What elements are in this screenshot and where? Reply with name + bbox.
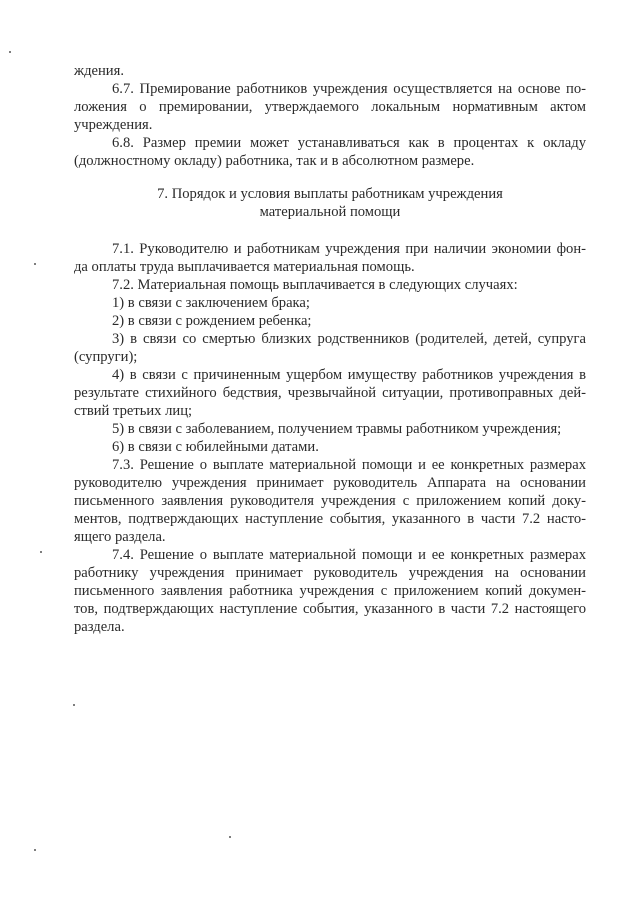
text-line: (супруги); bbox=[74, 349, 138, 365]
scan-speck bbox=[229, 836, 231, 838]
scan-speck bbox=[40, 551, 42, 553]
text-line: письменного заявления руководителя учреждения с приложением копий доку- bbox=[74, 493, 586, 509]
list-item: 6) в связи с юбилейными датами. bbox=[112, 439, 319, 455]
text-line: 7.2. Материальная помощь выплачивается в следующих случаях: bbox=[112, 277, 518, 293]
text-line: ящего раздела. bbox=[74, 529, 166, 545]
list-item: 5) в связи с заболеванием, получением травмы работником учреждения; bbox=[112, 421, 562, 437]
text-line: учреждения. bbox=[74, 117, 153, 133]
scan-speck bbox=[34, 263, 36, 265]
text-line: работнику учреждения принимает руководитель учреждения на основании bbox=[74, 565, 586, 581]
text-line: ствий третьих лиц; bbox=[74, 403, 193, 419]
text-line: 6.7. Премирование работников учреждения осуществляется на основе по- bbox=[112, 81, 586, 97]
list-item: 1) в связи с заключением брака; bbox=[112, 295, 310, 311]
text-line: 7.1. Руководителю и работникам учреждения при наличии экономии фон- bbox=[112, 241, 586, 257]
section-heading: материальной помощи bbox=[259, 204, 401, 220]
text-line: письменного заявления работника учреждения с приложением копий докумен- bbox=[74, 583, 586, 599]
text-line: ложения о премировании, утверждаемого локальным нормативным актом bbox=[74, 99, 586, 115]
text-line: 7.3. Решение о выплате материальной помощи и ее конкретных размерах bbox=[112, 457, 586, 473]
text-line: 6.8. Размер премии может устанавливаться как в процентах к окладу bbox=[112, 135, 586, 151]
text-line: да оплаты труда выплачивается материальная помощь. bbox=[74, 259, 415, 275]
text-line: 7.4. Решение о выплате материальной помощи и ее конкретных размерах bbox=[112, 547, 586, 563]
text-line: тов, подтверждающих наступление события, указанного в части 7.2 настоящего bbox=[74, 601, 586, 617]
scan-speck bbox=[34, 849, 36, 851]
text-line: ментов, подтверждающих наступление события, указанного в части 7.2 насто- bbox=[74, 511, 586, 527]
text-line: раздела. bbox=[74, 619, 125, 635]
list-item: 4) в связи с причиненным ущербом имуществу работников учреждения в bbox=[112, 367, 586, 383]
list-item: 2) в связи с рождением ребенка; bbox=[112, 313, 312, 329]
text-line: ждения. bbox=[74, 63, 124, 79]
scan-speck bbox=[73, 704, 75, 706]
scan-speck bbox=[9, 51, 11, 53]
text-line: (должностному окладу) работника, так и в абсолютном размере. bbox=[74, 153, 475, 169]
text-line: руководителю учреждения принимает руководитель Аппарата на основании bbox=[74, 475, 586, 491]
list-item: 3) в связи со смертью близких родственников (родителей, детей, супруга bbox=[112, 331, 586, 347]
section-heading: 7. Порядок и условия выплаты работникам учреждения bbox=[157, 186, 503, 202]
text-line: результате стихийного бедствия, чрезвычайной ситуации, противоправных дей- bbox=[74, 385, 586, 401]
